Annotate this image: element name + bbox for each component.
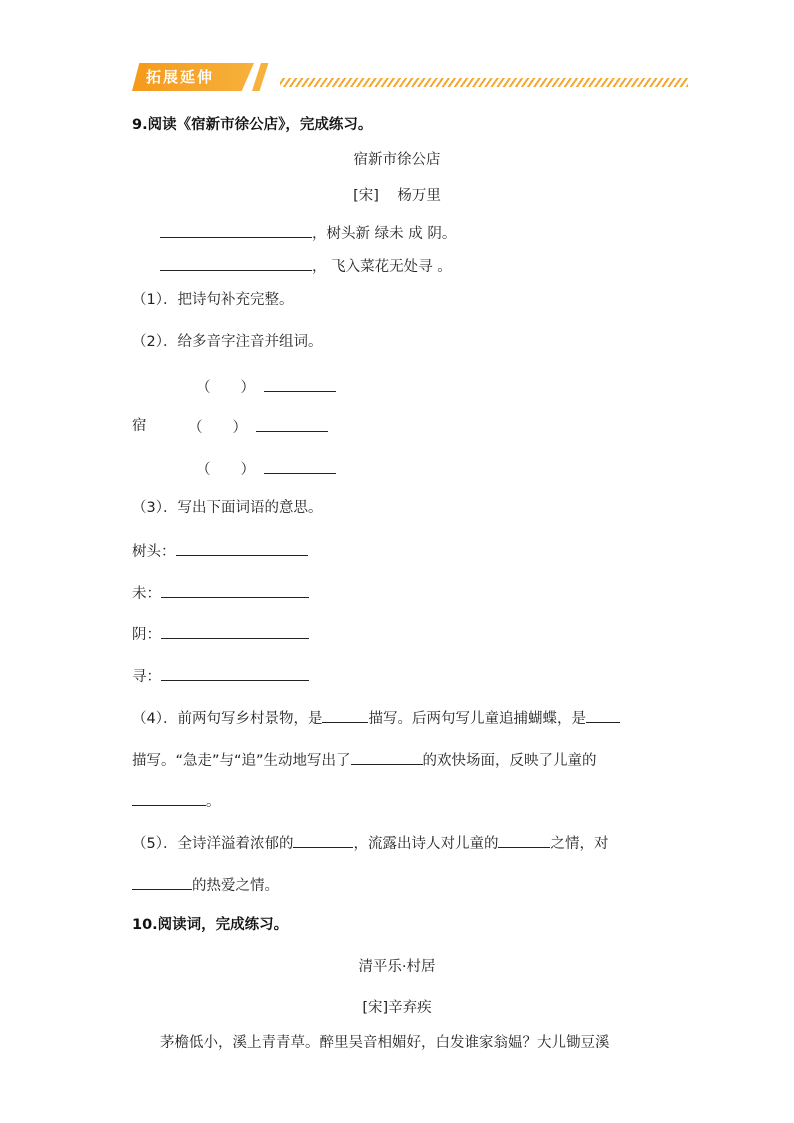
poem-author-line — [0, 187, 794, 205]
paren-close: ） — [240, 462, 255, 478]
pinyin-row-2 — [188, 417, 328, 437]
question-9-heading: 9.阅读《宿新市徐公店》，完成练习。 — [132, 117, 373, 133]
poem-blank-2[interactable] — [160, 256, 312, 271]
poem-author: 杨万里 — [397, 188, 441, 204]
term-label: 寻： — [132, 669, 161, 685]
term-row — [132, 666, 309, 686]
paren-open: （ — [196, 462, 211, 478]
sub-question-2: （2）．给多音字注音并组词。 — [132, 334, 323, 350]
term-blank[interactable] — [161, 583, 309, 598]
text: （5）．全诗洋溢着浓郁的 — [132, 836, 294, 852]
poem-2-line-1: 茅檐低小，溪上青青草。醉里吴音相媚好，白发谁家翁媪？大儿锄豆溪 — [160, 1035, 610, 1051]
text: 的热爱之情。 — [192, 878, 279, 894]
poem-line-1 — [160, 223, 456, 243]
term-row — [132, 583, 309, 603]
text: 之情，对 — [550, 836, 609, 852]
text: 的欢快场面，反映了儿童的 — [422, 753, 597, 769]
pinyin-row-3 — [196, 459, 336, 479]
paren-close: ） — [240, 380, 255, 396]
sub-question-4-line-2 — [132, 750, 597, 770]
poem-line-2-text: ， 飞入菜花无处寻 。 — [312, 259, 452, 275]
sub-question-1: （1）．把诗句补充完整。 — [132, 292, 294, 308]
term-label: 树头： — [132, 544, 176, 560]
sub-question-4-line-1 — [132, 708, 620, 728]
paren-open: （ — [188, 420, 203, 436]
fill-blank[interactable] — [351, 750, 423, 765]
poem-title: 宿新市徐公店 — [353, 152, 441, 168]
poem-line-1-text: ，树头新 绿未 成 阴。 — [312, 226, 457, 242]
fill-blank[interactable] — [498, 833, 550, 848]
section-banner — [132, 63, 688, 91]
banner-label: 拓展延伸 — [146, 68, 215, 86]
fill-blank[interactable] — [586, 708, 620, 723]
word-blank-1[interactable] — [264, 377, 336, 392]
term-label: 未： — [132, 586, 161, 602]
fill-blank[interactable] — [293, 833, 353, 848]
text: 描写。“急走”与“追”生动地写出了 — [132, 753, 351, 769]
poem-blank-1[interactable] — [160, 223, 312, 238]
poem-line-2 — [160, 256, 452, 276]
term-row — [132, 624, 309, 644]
poem-dynasty: [宋] — [353, 188, 379, 204]
word-blank-2[interactable] — [256, 417, 328, 432]
question-10-heading: 10.阅读词，完成练习。 — [132, 917, 289, 933]
paren-open: （ — [196, 380, 211, 396]
term-blank[interactable] — [161, 624, 309, 639]
sub-question-3: （3）．写出下面词语的意思。 — [132, 500, 323, 516]
poem-title-2: 清平乐·村居 — [358, 959, 436, 975]
term-row — [132, 541, 308, 561]
term-blank[interactable] — [161, 666, 309, 681]
text: （4）．前两句写乡村景物，是 — [132, 711, 323, 727]
pinyin-row-1 — [196, 377, 336, 397]
term-blank[interactable] — [176, 541, 308, 556]
sub-question-5-line-2 — [132, 875, 279, 895]
word-blank-3[interactable] — [264, 459, 336, 474]
text: ，流露出诗人对儿童的 — [353, 836, 499, 852]
term-label: 阴： — [132, 627, 161, 643]
poem-author-2: [宋]辛弃疾 — [362, 1000, 432, 1016]
fill-blank[interactable] — [132, 875, 192, 890]
polyphone-char: 宿 — [132, 418, 147, 434]
banner-stripe — [280, 78, 688, 87]
sub-question-4-line-3 — [132, 791, 221, 811]
fill-blank[interactable] — [322, 708, 368, 723]
text: 。 — [206, 794, 221, 810]
sub-question-5-line-1 — [132, 833, 608, 853]
paren-close: ） — [232, 420, 247, 436]
fill-blank[interactable] — [132, 791, 206, 806]
text: 描写。后两句写儿童追捕蝴蝶，是 — [368, 711, 586, 727]
banner-accent — [252, 63, 282, 91]
